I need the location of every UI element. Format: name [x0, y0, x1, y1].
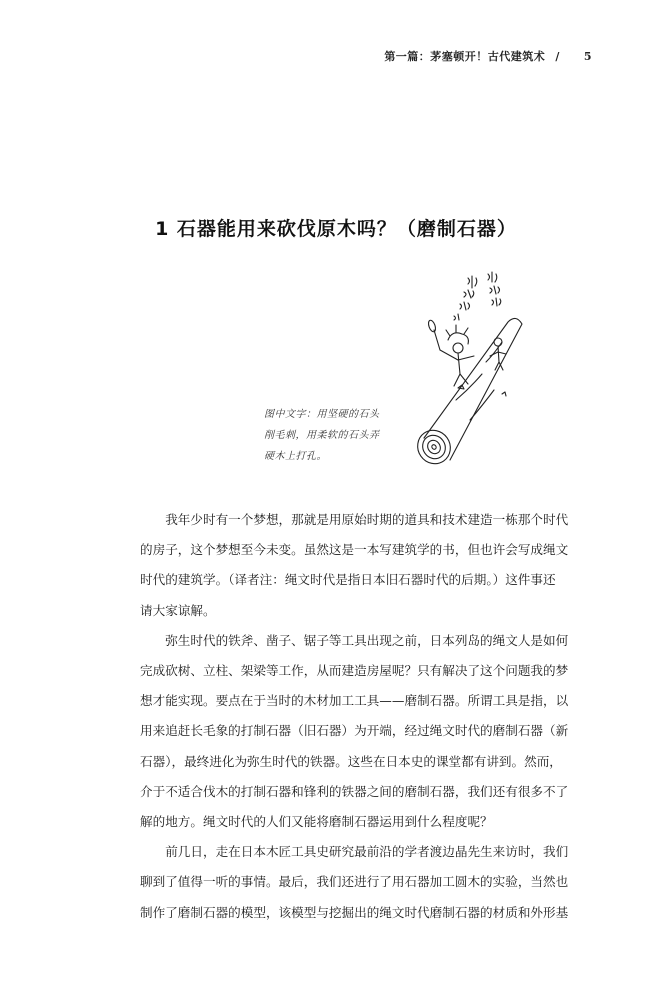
paragraph-3 [140, 837, 592, 928]
paragraph-1 [140, 505, 592, 626]
caption-line: 图中文字：用坚硬的石头 [264, 409, 380, 420]
text-line: 请大家谅解。 [140, 602, 216, 618]
text-line: 介于不适合伐木的打制石器和锋利的铁器之间的磨制石器，我们还有很多不了 [140, 783, 569, 799]
text-line: 石器），最终进化为弥生时代的铁器。这些在日本史的课堂都有讲到。然而， [140, 753, 562, 769]
header-separator: / [555, 50, 560, 63]
text-line: 时代的建筑学。（译者注：绳文时代是指日本旧石器时代的后期。）这件事还 [140, 572, 556, 588]
text-line: 前几日，走在日本木匠工具史研究最前沿的学者渡边晶先生来访时，我们 [165, 844, 569, 860]
figure-caption [264, 404, 394, 467]
text-line: 想才能实现。要点在于当时的木材加工工具——磨制石器。所谓工具是指，以 [140, 693, 569, 709]
text-line: 完成砍树、立柱、架梁等工作，从而建造房屋呢？只有解决了这个问题我的梦 [140, 663, 569, 679]
caption-line: 削毛刺，用柔软的石头弄 [264, 430, 380, 441]
body-text [140, 505, 592, 928]
chapter-title: 1 石器能用来砍伐原木吗？（磨制石器） [155, 218, 517, 240]
page-number: 5 [583, 50, 592, 63]
log-with-stone-tool-figure-drawing [410, 270, 534, 470]
text-line: 我年少时有一个梦想，那就是用原始时期的道具和技术建造一栋那个时代 [165, 512, 569, 527]
running-title: 第一篇：茅塞顿开！古代建筑术 [384, 50, 546, 63]
text-line: 聊到了值得一听的事情。最后，我们还进行了用石器加工圆木的实验，当然也 [140, 874, 569, 890]
paragraph-2 [140, 626, 592, 837]
caption-line: 硬木上打孔。 [264, 451, 327, 462]
text-line: 解的地方。绳文时代的人们又能将磨制石器运用到什么程度呢？ [140, 814, 493, 830]
text-line: 的房子，这个梦想至今未变。虽然这是一本写建筑学的书，但也许会写成绳文 [140, 542, 569, 558]
text-line: 弥生时代的铁斧、凿子、锯子等工具出现之前，日本列岛的绳文人是如何 [165, 632, 569, 648]
running-header [384, 48, 592, 64]
text-line: 制作了磨制石器的模型，该模型与挖掘出的绳文时代磨制石器的材质和外形基 [140, 904, 569, 920]
text-line: 用来追赶长毛象的打制石器（旧石器）为开端，经过绳文时代的磨制石器（新 [140, 723, 569, 739]
